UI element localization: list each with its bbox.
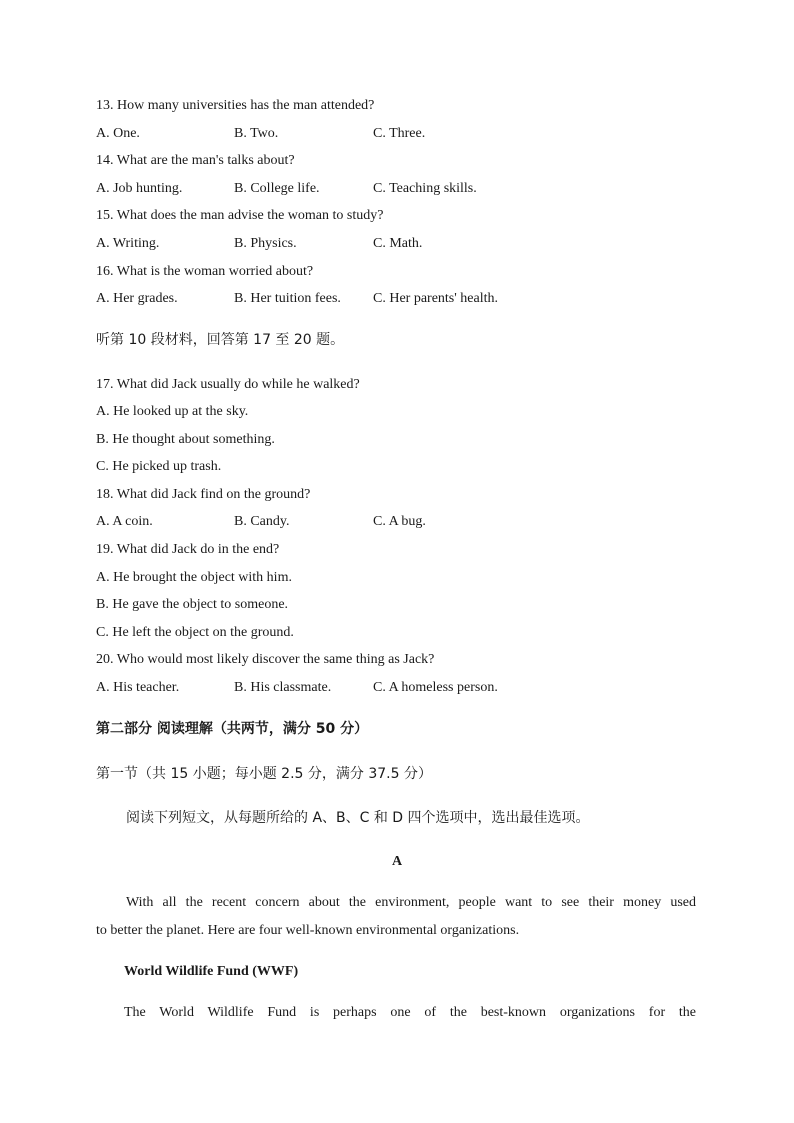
option-20a: A. His teacher. bbox=[96, 680, 180, 695]
option-13a: A. One. bbox=[96, 126, 140, 141]
option-16b: B. Her tuition fees. bbox=[234, 291, 341, 306]
option-16c: C. Her parents' health. bbox=[373, 291, 498, 306]
option-17c: C. He picked up trash. bbox=[96, 459, 222, 474]
option-14b: B. College life. bbox=[234, 181, 320, 196]
option-15a: A. Writing. bbox=[96, 236, 160, 251]
question-19: 19. What did Jack do in the end? bbox=[96, 542, 280, 557]
option-14a: A. Job hunting. bbox=[96, 181, 183, 196]
section-title: 第一节（共 15 小题；每小题 2.5 分，满分 37.5 分） bbox=[96, 766, 432, 782]
option-16a: A. Her grades. bbox=[96, 291, 178, 306]
option-19a: A. He brought the object with him. bbox=[96, 570, 292, 585]
part-title: 第二部分 阅读理解（共两节，满分 50 分） bbox=[96, 721, 369, 737]
option-17a: A. He looked up at the sky. bbox=[96, 404, 249, 419]
option-13c: C. Three. bbox=[373, 126, 426, 141]
option-13b: B. Two. bbox=[234, 126, 279, 141]
passage-label: A bbox=[391, 854, 403, 869]
question-17: 17. What did Jack usually do while he walked? bbox=[96, 377, 360, 392]
org-paragraph-line-1: The World Wildlife Fund is perhaps one of the best-known organizations for the bbox=[124, 1005, 696, 1020]
option-20b: B. His classmate. bbox=[234, 680, 332, 695]
reading-instruction: 阅读下列短文，从每题所给的 A、B、C 和 D 四个选项中，选出最佳选项。 bbox=[126, 810, 590, 826]
question-13: 13. How many universities has the man attended? bbox=[96, 98, 375, 113]
option-15b: B. Physics. bbox=[234, 236, 297, 251]
question-16: 16. What is the woman worried about? bbox=[96, 264, 314, 279]
option-17b: B. He thought about something. bbox=[96, 432, 275, 447]
option-15c: C. Math. bbox=[373, 236, 423, 251]
org-heading: World Wildlife Fund (WWF) bbox=[124, 964, 299, 979]
option-14c: C. Teaching skills. bbox=[373, 181, 477, 196]
option-18b: B. Candy. bbox=[234, 514, 290, 529]
question-14: 14. What are the man's talks about? bbox=[96, 153, 295, 168]
option-19b: B. He gave the object to someone. bbox=[96, 597, 289, 612]
option-20c: C. A homeless person. bbox=[373, 680, 498, 695]
listening-instruction-10: 听第 10 段材料，回答第 17 至 20 题。 bbox=[96, 332, 345, 348]
question-18: 18. What did Jack find on the ground? bbox=[96, 487, 311, 502]
passage-intro-line-1: With all the recent concern about the environment, people want to see their money used bbox=[126, 895, 696, 910]
question-15: 15. What does the man advise the woman to study? bbox=[96, 208, 384, 223]
option-19c: C. He left the object on the ground. bbox=[96, 625, 294, 640]
option-18a: A. A coin. bbox=[96, 514, 153, 529]
option-18c: C. A bug. bbox=[373, 514, 426, 529]
passage-intro-line-2: to better the planet. Here are four well-known environmental organizations. bbox=[96, 923, 520, 938]
question-20: 20. Who would most likely discover the same thing as Jack? bbox=[96, 652, 435, 667]
